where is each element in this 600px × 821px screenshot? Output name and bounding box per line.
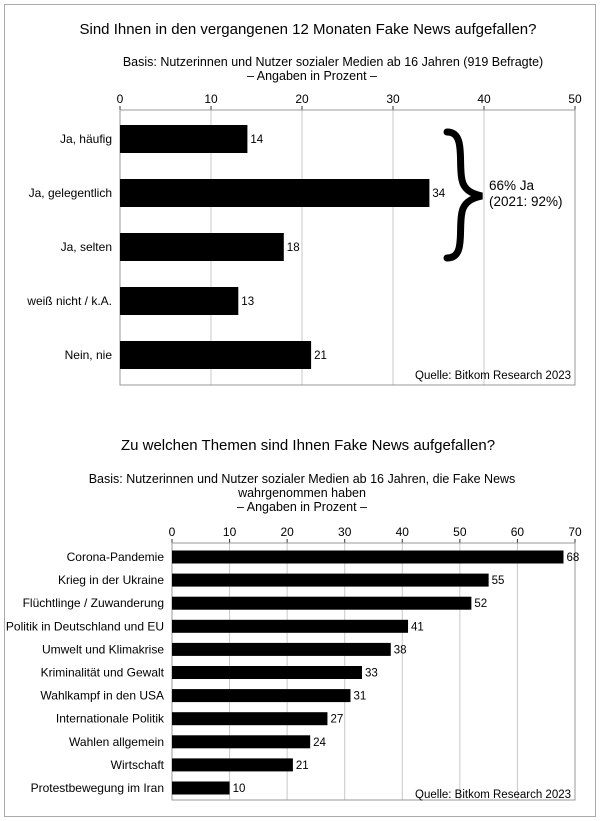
chart2-value-label: 52 [474,598,488,611]
chart1-category-label: weiß nicht / k.A. [27,294,112,308]
chart2-bar [172,620,408,633]
chart1-bar [120,179,429,207]
chart2-category-label: Politik in Deutschland und EU [5,619,164,634]
chart2-value-label: 55 [491,575,505,588]
chart2-bar [172,597,471,610]
chart1-title: Sind Ihnen in den vergangenen 12 Monaten Fake News aufgefallen? [79,21,537,38]
chart1-category-label: Ja, selten [60,240,112,254]
chart1-tick-label: 0 [116,92,124,106]
chart2-category-label: Umwelt und Klimakrise [41,642,164,657]
chart1-tick-label: 40 [477,92,491,106]
chart2-category-label: Internationale Politik [55,711,164,726]
chart2-category-label: Kriminalität und Gewalt [40,665,164,680]
chart2-tick-label: 60 [510,525,525,539]
chart1-yes-brace [447,132,482,258]
chart2-subtitle-line1: Basis: Nutzerinnen und Nutzer sozialer Medien ab 16 Jahren, die Fake News [88,472,516,486]
chart2-value-label: 41 [411,621,424,634]
chart2-bar [172,758,293,771]
chart2-bar [172,643,391,656]
chart1-value-label: 18 [286,242,300,254]
chart2-value-label: 68 [566,552,580,564]
chart2-tick-label: 10 [222,525,237,539]
chart2-category-label: Krieg in der Ukraine [57,573,164,588]
chart1-tick-label: 30 [386,92,400,106]
chart2-tick-label: 40 [395,525,409,539]
chart2-title: Zu welchen Themen sind Ihnen Fake News aufgefallen? [120,437,496,454]
chart1-tick-label: 50 [568,92,582,106]
chart1-bar [120,125,247,153]
chart2-source: Quelle: Bitkom Research 2023 [415,789,571,801]
chart2-value-label: 38 [393,644,407,657]
chart2-category-label: Wahlkampf in den USA [40,688,164,703]
chart2-category-label: Wahlen allgemein [69,734,164,749]
chart1-value-label: 14 [250,134,264,146]
chart2-category-label: Wirtschaft [110,757,164,772]
chart1-category-label: Ja, häufig [59,132,112,146]
chart1-source: Quelle: Bitkom Research 2023 [415,370,571,382]
chart2-bar [172,551,563,564]
chart2-value-label: 21 [295,759,309,772]
chart2-value-label: 24 [313,736,326,749]
chart1-value-label: 21 [314,350,327,362]
chart2-bar [172,574,489,587]
chart1-tick-label: 10 [204,92,218,106]
chart2-tick-label: 70 [568,525,582,539]
chart1-subtitle-line1: Basis: Nutzerinnen und Nutzer sozialer Medien ab 16 Jahren (919 Befragte) [122,55,544,69]
chart2-tick-label: 50 [453,525,467,539]
chart2-category-label: Corona-Pandemie [66,550,164,564]
chart2-tick-label: 0 [168,525,176,539]
chart2-bar [172,689,350,702]
chart2-value-label: 31 [353,690,367,703]
chart2-subtitle-line2: wahrgenommen haben [238,486,366,500]
chart1-bar [120,341,311,369]
chart2-category-label: Protestbewegung im Iran [30,781,164,795]
chart1-bar [120,287,238,315]
chart2-category-label: Flüchtlinge / Zuwanderung [22,596,164,611]
chart2-value-label: 10 [232,783,246,795]
chart2-value-label: 27 [330,713,344,726]
chart2-bar [172,666,362,679]
chart1-category-label: Nein, nie [64,348,112,362]
chart2-value-label: 33 [364,667,378,680]
chart1-bar [120,233,284,261]
chart1-subtitle-line2: – Angaben in Prozent – [247,69,377,83]
chart2-subtitle-line3: – Angaben in Prozent – [237,500,367,514]
chart1-value-label: 13 [241,296,255,308]
chart2-bar [172,735,310,748]
chart2-bar [172,712,327,725]
chart1-category-label: Ja, gelegentlich [28,186,112,200]
chart1-annotation-yes: 66% Ja [489,178,535,193]
chart2-bar [172,782,230,795]
chart1-annotation-2021: (2021: 92%) [489,194,563,209]
chart2-tick-label: 30 [338,525,352,539]
chart2-tick-label: 20 [280,525,294,539]
chart1-value-label: 34 [432,188,446,200]
chart1-tick-label: 20 [295,92,309,106]
